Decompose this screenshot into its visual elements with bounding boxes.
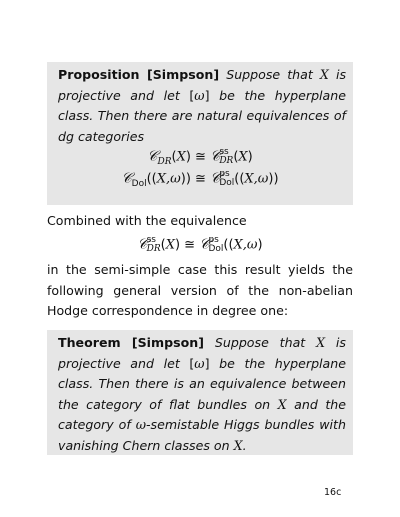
theorem-label: Theorem [Simpson] [58, 335, 204, 350]
body-line-1: Combined with the equivalence [47, 213, 247, 228]
equation-1: 𝒞$_{DR}$(X) ≅ 𝒞 ss DR (X) [147, 147, 253, 168]
proposition-text-1: Suppose that [226, 67, 313, 82]
symbol-omega-class: [ω] [189, 355, 210, 371]
theorem-text-6: . [242, 437, 247, 453]
theorem-text-2: is projective and let [58, 335, 346, 371]
equation-2: 𝒞$_{Dol}$((X,ω)) ≅ 𝒞 ps Dol ((X,ω)) [121, 169, 279, 190]
proposition-text [58, 65, 346, 147]
symbol-omega-class: [ω] [189, 87, 210, 103]
equation-3: 𝒞 ss DR (X) ≅ 𝒞 ps Dol ((X,ω) [137, 235, 263, 254]
symbol-omega: ω [135, 417, 147, 432]
symbol-x: X [233, 437, 243, 453]
proposition-text-3: be the hyperplane class. Then there are natural equivalences of dg categories [58, 87, 347, 144]
proposition-text-2: is projective and let [58, 67, 347, 103]
page-number: 16c [324, 487, 342, 498]
symbol-x: X [316, 335, 326, 350]
proposition-label: Proposition [Simpson] [58, 67, 220, 82]
symbol-x: X [277, 396, 287, 412]
theorem-text [58, 333, 346, 456]
theorem-text-5: -semistable Higgs bundles with vanishing Chern classes on [58, 417, 346, 453]
symbol-x: X [319, 67, 329, 82]
theorem-text-3: be the hyperplane class. Then there is an equivalence between the category of flat bundles on [58, 355, 347, 412]
theorem-text-4: and the category of [58, 396, 346, 432]
theorem-text-1: Suppose that [214, 335, 306, 350]
body-paragraph: in the semi-simple case this result yields the following general version of the non-abelian Hodge correspondence in degree one: [47, 262, 353, 318]
